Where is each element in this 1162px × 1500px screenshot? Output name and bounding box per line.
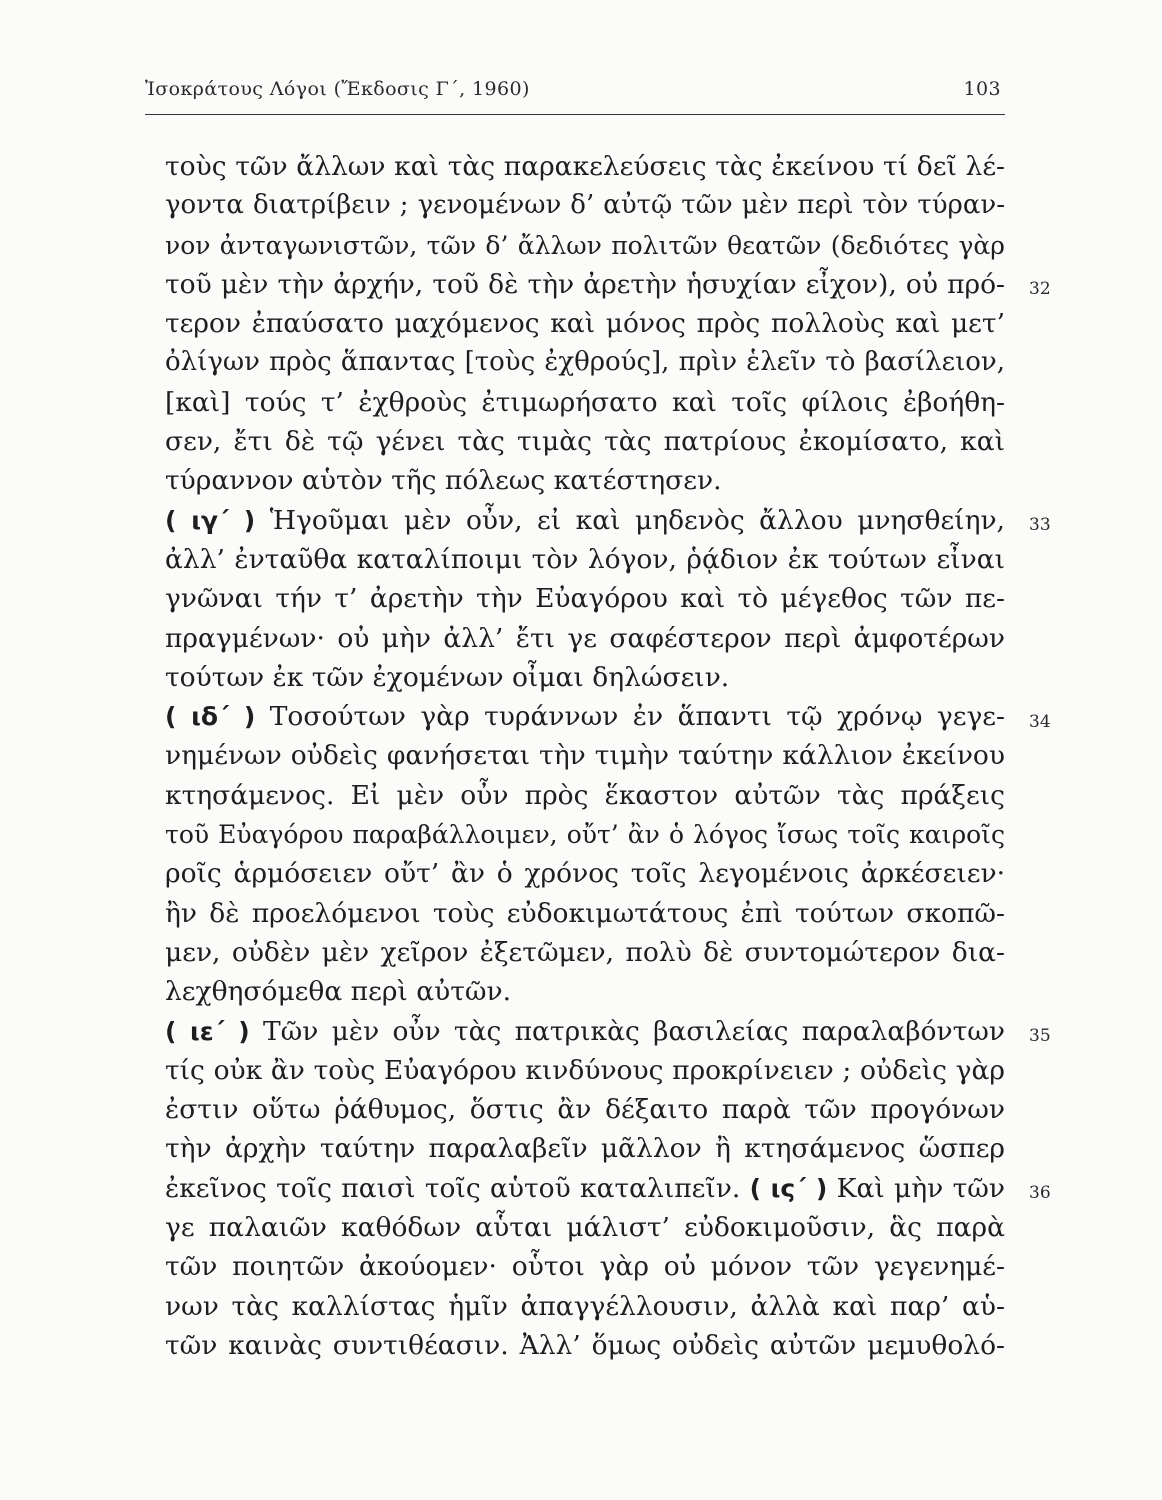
text-line: τοὺς τῶν ἄλλων καὶ τὰς παρακελεύσεις τὰς ἐκείνου τί δεῖ λέ- (165, 151, 1005, 182)
text-line: ροῖς ἁρμόσειεν οὔτ’ ἂν ὁ χρόνος τοῖς λεγομένοις ἀρκέσειεν· (165, 858, 1005, 890)
text-span: Ἡγοῦμαι μὲν οὖν, εἰ καὶ μηδενὸς ἄλλου μνησθείην, (269, 504, 1005, 536)
text-line: τῶν καινὰς συντιθέασιν. Ἀλλ’ ὅμως οὐδεὶς αὐτῶν μεμυθολό- (165, 1329, 1005, 1361)
text-line: γοντα διατρίβειν ; γενομένων δ’ αὐτῷ τῶν μὲν περὶ τὸν τύραν- (165, 190, 1005, 221)
text-line: λεχθησόμεθα περὶ αὐτῶν. (165, 976, 512, 1008)
text-span: Τῶν μὲν οὖν τὰς πατρικὰς βασιλείας παραλαβόντων (262, 1015, 1005, 1047)
text-span: Καὶ μὴν τῶν (836, 1172, 1005, 1204)
text-span: Τοσούτων γὰρ τυράννων ἐν ἅπαντι τῷ χρόνῳ γεγε- (269, 701, 1005, 733)
margin-section-number: 36 (1029, 1183, 1051, 1203)
margin-section-number: 33 (1029, 515, 1051, 535)
text-line: σεν, ἔτι δὲ τῷ γένει τὰς τιμὰς τὰς πατρίους ἐκομίσατο, καὶ (165, 426, 1005, 458)
text-line: γνῶναι τήν τ’ ἀρετὴν τὴν Εὐαγόρου καὶ τὸ μέγεθος τῶν πε- (165, 583, 1005, 615)
header-rule (145, 114, 1005, 115)
text-line: τερον ἐπαύσατο μαχόμενος καὶ μόνος πρὸς πολλοὺς καὶ μετ’ (165, 308, 1005, 340)
text-line: τοῦ Εὐαγόρου παραβάλλοιμεν, οὔτ’ ἂν ὁ λόγος ἴσως τοῖς καιροῖς (165, 820, 1005, 850)
text-line: τοῦ μὲν τὴν ἀρχήν, τοῦ δὲ τὴν ἀρετὴν ἡσυχίαν εἶχον), οὐ πρό- (165, 268, 1005, 300)
margin-section-number: 34 (1029, 712, 1051, 732)
running-title: Ἰσοκράτους Λόγοι (Ἔκδοσις Γ΄, 1960) (145, 78, 530, 100)
text-line: ὀλίγων πρὸς ἅπαντας [τοὺς ἐχθρούς], πρὶν ἑλεῖν τὸ βασίλειον, (165, 347, 1005, 378)
text-line: τίς οὐκ ἂν τοὺς Εὐαγόρου κινδύνους προκρίνειεν ; οὐδεὶς γὰρ (165, 1054, 1005, 1086)
text-line: τῶν ποιητῶν ἀκούομεν· οὗτοι γὰρ οὐ μόνον τῶν γεγενημέ- (165, 1251, 1005, 1283)
text-line: τὴν ἀρχὴν ταύτην παραλαβεῖν μᾶλλον ἢ κτησάμενος ὥσπερ (165, 1133, 1005, 1165)
text-line: νων τὰς καλλίστας ἡμῖν ἀπαγγέλλουσιν, ἀλλὰ καὶ παρ’ αὑ- (165, 1290, 1005, 1322)
text-line: νον ἀνταγωνιστῶν, τῶν δ’ ἄλλων πολιτῶν θεατῶν (δεδιότες γὰρ (165, 230, 1005, 260)
section-mark-14: ( ιδ΄ ) (165, 702, 256, 732)
text-line: νημένων οὐδεὶς φανήσεται τὴν τιμὴν ταύτην κάλλιον ἐκείνου (165, 740, 1005, 772)
section-mark-16: ( ις΄ ) (749, 1173, 828, 1203)
text-line: [καὶ] τούς τ’ ἐχθροὺς ἐτιμωρήσατο καὶ τοῖς φίλοις ἐβοήθη- (165, 386, 1005, 418)
text-line: τύραννον αὑτὸν τῆς πόλεως κατέστησεν. (165, 465, 722, 497)
page-number: 103 (963, 78, 1001, 100)
text-line-section-15 (165, 1012, 1005, 1051)
text-line: κτησάμενος. Εἰ μὲν οὖν πρὸς ἕκαστον αὐτῶν τὰς πράξεις (165, 779, 1005, 811)
section-mark-13: ( ιγ΄ ) (165, 505, 256, 535)
text-line-section-14 (165, 697, 1005, 736)
text-line: ἐστιν οὕτω ῥάθυμος, ὅστις ἂν δέξαιτο παρὰ τῶν προγόνων (165, 1094, 1005, 1126)
text-line-section-16 (165, 1169, 1005, 1208)
text-line: γε παλαιῶν καθόδων αὗται μάλιστ’ εὐδοκιμοῦσιν, ἃς παρὰ (165, 1212, 1005, 1244)
text-span: ἐκεῖνος τοῖς παισὶ τοῖς αὑτοῦ καταλιπεῖν. (165, 1172, 741, 1204)
text-line: ἀλλ’ ἐνταῦθα καταλίποιμι τὸν λόγον, ῥᾴδιον ἐκ τούτων εἶναι (165, 543, 1005, 575)
text-line: τούτων ἐκ τῶν ἐχομένων οἶμαι δηλώσειν. (165, 661, 730, 693)
running-header (145, 78, 1001, 104)
text-line: πραγμένων· οὐ μὴν ἀλλ’ ἔτι γε σαφέστερον περὶ ἀμφοτέρων (165, 622, 1005, 654)
main-text (165, 147, 1005, 1365)
text-line: μεν, οὐδὲν μὲν χεῖρον ἐξετῶμεν, πολὺ δὲ συντομώτερον δια- (165, 936, 1005, 968)
margin-section-number: 35 (1029, 1026, 1051, 1046)
margin-section-number: 32 (1029, 279, 1051, 299)
text-line: ἢν δὲ προελόμενοι τοὺς εὐδοκιμωτάτους ἐπὶ τούτων σκοπῶ- (165, 897, 1005, 929)
text-line-section-13 (165, 501, 1005, 540)
section-mark-15: ( ιε΄ ) (165, 1016, 250, 1046)
